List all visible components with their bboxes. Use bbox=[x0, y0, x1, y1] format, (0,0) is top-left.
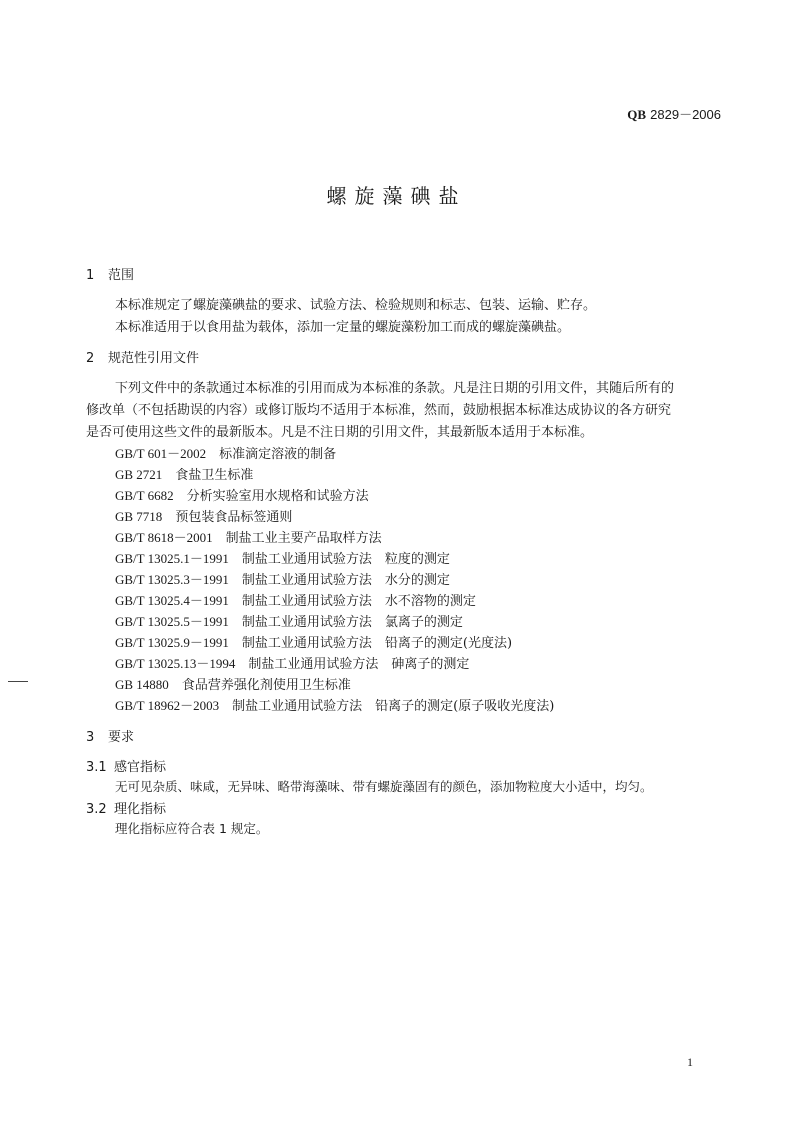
reference-code: GB/T 13025.1－1991 bbox=[115, 551, 229, 566]
reference-title: 制盐工业通用试验方法 铅离子的测定(原子吸收光度法) bbox=[232, 699, 555, 714]
section-number: 2 bbox=[86, 351, 95, 366]
standard-number: 2829－2006 bbox=[650, 107, 721, 122]
reference-item bbox=[115, 674, 351, 693]
reference-title: 制盐工业通用试验方法 砷离子的测定 bbox=[248, 657, 470, 672]
section-number: 3 bbox=[86, 730, 95, 745]
section-1-paragraph-1: 本标准规定了螺旋藻碘盐的要求、试验方法、检验规则和标志、包装、运输、贮存。 bbox=[115, 298, 597, 313]
reference-item bbox=[115, 527, 382, 546]
subsection-number: 3.1 bbox=[86, 760, 107, 775]
sensory-requirements-text: 无可见杂质、味咸，无异味、略带海藻味、带有螺旋藻固有的颜色，添加物粒度大小适中，均匀。 bbox=[115, 779, 653, 794]
reference-title: 分析实验室用水规格和试验方法 bbox=[186, 489, 369, 504]
reference-title: 制盐工业通用试验方法 铅离子的测定(光度法) bbox=[241, 636, 513, 651]
subsection-3-2-heading bbox=[86, 798, 166, 817]
document-title: 螺旋藻碘盐 bbox=[326, 184, 467, 208]
reference-item bbox=[115, 590, 476, 609]
reference-title: 制盐工业主要产品取样方法 bbox=[225, 531, 382, 546]
reference-code: GB/T 13025.3－1991 bbox=[115, 572, 229, 587]
section-2-intro-line-3: 是否可使用这些文件的最新版本。凡是不注日期的引用文件，其最新版本适用于本标准。 bbox=[86, 425, 594, 440]
reference-code: GB/T 13025.13－1994 bbox=[115, 656, 236, 671]
reference-code: GB/T 13025.4－1991 bbox=[115, 593, 229, 608]
standard-code bbox=[627, 104, 721, 123]
section-title: 范围 bbox=[108, 268, 135, 283]
reference-item bbox=[115, 443, 336, 462]
reference-title: 食盐卫生标准 bbox=[175, 468, 254, 483]
standard-prefix: QB bbox=[627, 107, 647, 122]
margin-mark bbox=[8, 681, 28, 682]
reference-code: GB/T 13025.9－1991 bbox=[115, 635, 229, 650]
subsection-3-1-heading bbox=[86, 756, 166, 775]
reference-item bbox=[115, 548, 450, 567]
reference-title: 制盐工业通用试验方法 水分的测定 bbox=[241, 573, 450, 588]
reference-code: GB 7718 bbox=[115, 509, 163, 524]
reference-item bbox=[115, 569, 450, 588]
section-1-heading bbox=[86, 264, 134, 283]
reference-code: GB 2721 bbox=[115, 467, 163, 482]
subsection-title: 感官指标 bbox=[114, 760, 167, 775]
subsection-title: 理化指标 bbox=[114, 802, 167, 817]
reference-item bbox=[115, 464, 253, 483]
reference-item bbox=[115, 653, 469, 672]
reference-item bbox=[115, 611, 463, 630]
section-2-heading bbox=[86, 347, 199, 366]
section-title: 规范性引用文件 bbox=[108, 351, 200, 366]
reference-title: 标准滴定溶液的制备 bbox=[219, 447, 337, 462]
reference-title: 制盐工业通用试验方法 氯离子的测定 bbox=[241, 615, 463, 630]
reference-code: GB/T 601－2002 bbox=[115, 446, 207, 461]
physicochemical-requirements-text: 理化指标应符合表 1 规定。 bbox=[115, 821, 269, 836]
reference-title: 制盐工业通用试验方法 粒度的测定 bbox=[241, 552, 450, 567]
reference-code: GB/T 13025.5－1991 bbox=[115, 614, 229, 629]
subsection-number: 3.2 bbox=[86, 802, 107, 817]
reference-code: GB/T 8618－2001 bbox=[115, 530, 213, 545]
page-number: 1 bbox=[687, 1055, 693, 1069]
section-3-heading bbox=[86, 726, 134, 745]
reference-title: 制盐工业通用试验方法 水不溶物的测定 bbox=[241, 594, 476, 609]
reference-code: GB/T 18962－2003 bbox=[115, 698, 220, 713]
section-2-intro-line-2: 修改单（不包括勘误的内容）或修订版均不适用于本标准，然而，鼓励根据本标准达成协议的各方研究 bbox=[86, 403, 672, 418]
reference-item bbox=[115, 632, 512, 651]
reference-item bbox=[115, 506, 292, 525]
reference-item bbox=[115, 485, 369, 504]
section-number: 1 bbox=[86, 268, 95, 283]
reference-title: 食品营养强化剂使用卫生标准 bbox=[181, 678, 351, 693]
reference-code: GB 14880 bbox=[115, 677, 169, 692]
section-1-paragraph-2: 本标准适用于以食用盐为载体，添加一定量的螺旋藻粉加工而成的螺旋藻碘盐。 bbox=[115, 320, 571, 335]
reference-item bbox=[115, 695, 554, 714]
reference-code: GB/T 6682 bbox=[115, 488, 174, 503]
reference-title: 预包装食品标签通则 bbox=[175, 510, 293, 525]
section-2-intro-line-1: 下列文件中的条款通过本标准的引用而成为本标准的条款。凡是注日期的引用文件，其随后所有的 bbox=[115, 381, 675, 396]
section-title: 要求 bbox=[108, 730, 135, 745]
